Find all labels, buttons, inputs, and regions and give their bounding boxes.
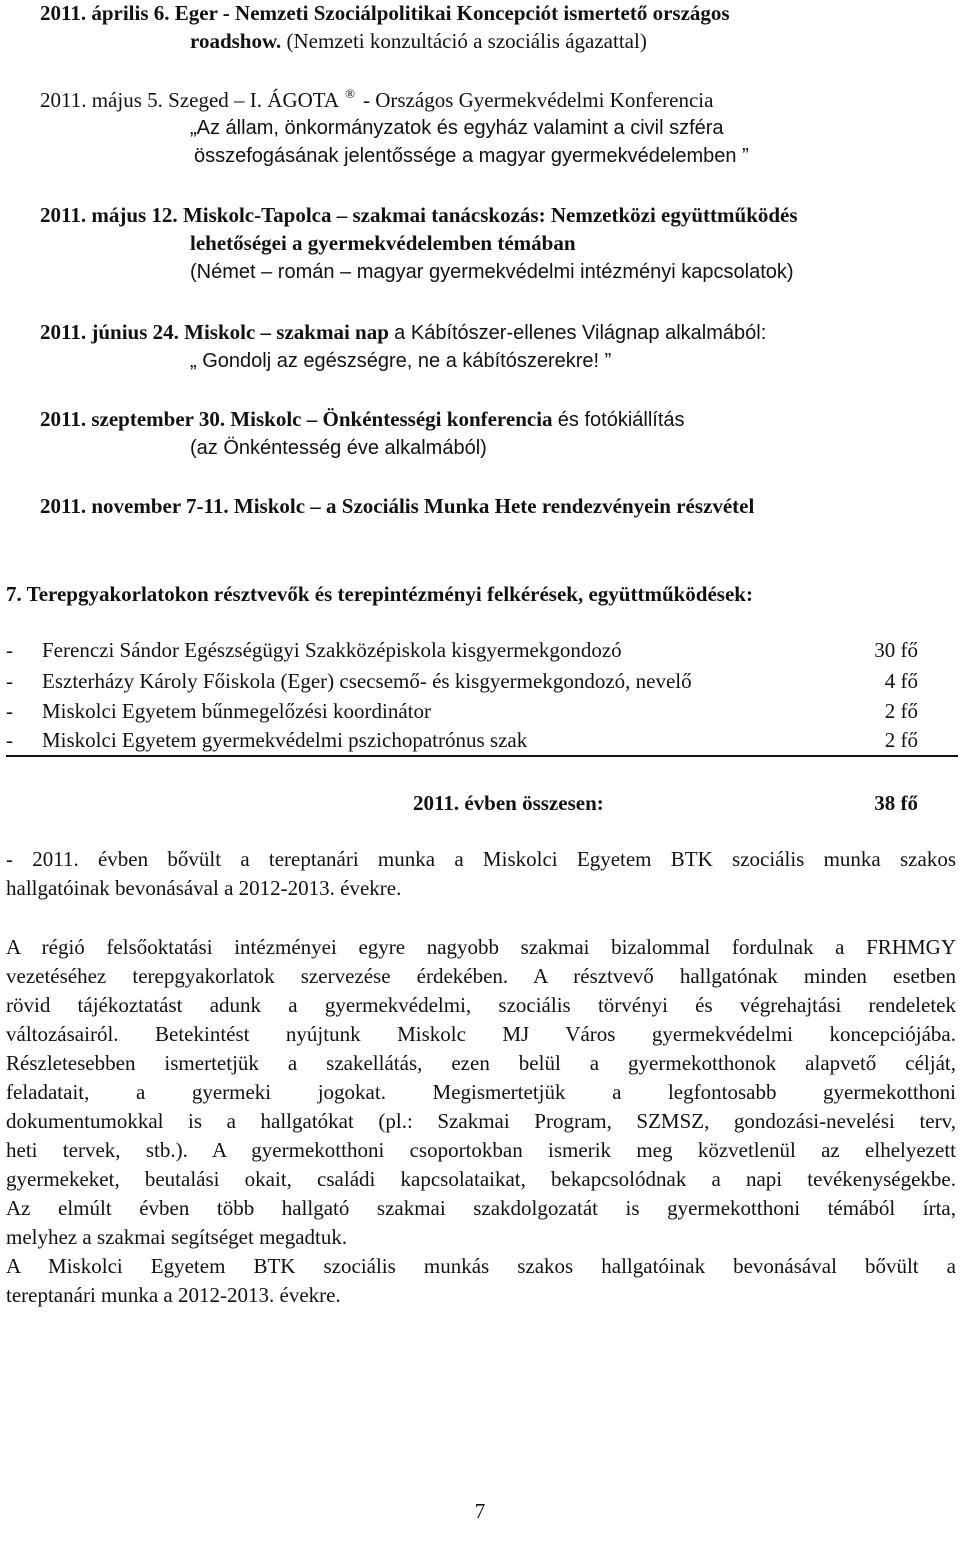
event-date: 2011. június 24.: [40, 320, 179, 344]
note-line: hallgatóinak bevonásával a 2012-2013. évekre.: [6, 876, 402, 900]
event-rest: és fotókiállítás: [557, 409, 685, 431]
row-count: 2 fő: [884, 699, 918, 723]
event-subtitle: összefogásának jelentőssége a magyar gyermekvédelemben ”: [194, 145, 749, 167]
event-subtitle: „Az állam, önkormányzatok és egyház valamint a civil szféra: [190, 117, 724, 139]
note-line: - 2011. évben bővült a tereptanári munka a Miskolci Egyetem BTK szociális munka szakos: [6, 847, 956, 871]
event-subtitle: (az Önkéntesség éve alkalmából): [190, 437, 487, 459]
row-institution: Ferenczi Sándor Egészségügyi Szakközépiskola kisgyermekgondozó: [42, 638, 622, 662]
paragraph-line: Az elmúlt évben több hallgató szakmai szakdolgozatát is gyermekotthoni témából írta,: [6, 1196, 956, 1220]
paragraph-line: tereptanári munka a 2012-2013. évekre.: [6, 1283, 341, 1307]
event-line: [40, 318, 766, 347]
paragraph-line: változásairól. Betekintést nyújtunk Miskolc MJ Város gyermekvédelmi koncepciójába.: [6, 1022, 956, 1046]
paragraph-line: melyhez a szakmai segítséget megadtuk.: [6, 1225, 348, 1249]
total-label: 2011. évben összesen:: [413, 791, 604, 815]
event-line: [40, 201, 798, 229]
row-dash: -: [6, 728, 13, 752]
paragraph-line: heti tervek, stb.). A gyermekotthoni csoportokban ismerik meg közvetlenül az elhelyezett: [6, 1138, 956, 1162]
event-title: Miskolc – Önkéntességi konferencia: [230, 407, 553, 431]
event-title-cont: lehetőségei a gyermekvédelemben témában: [190, 231, 576, 255]
event-date: 2011. november 7-11.: [40, 494, 229, 518]
event-line: [190, 27, 647, 55]
row-institution: Miskolci Egyetem bűnmegelőzési koordinátor: [42, 699, 431, 723]
paragraph-line: A régió felsőoktatási intézményei egyre nagyobb szakmai bizalommal fordulnak a FRHMGY: [6, 935, 956, 959]
row-dash: -: [6, 669, 13, 693]
event-subtitle: (Német – román – magyar gyermekvédelmi intézményi kapcsolatok): [190, 261, 794, 283]
paragraph-line: dokumentumokkal is a hallgatókat (pl.: Szakmai Program, SZMSZ, gondozási-nevelési terv,: [6, 1109, 956, 1133]
table-rule: [6, 755, 958, 757]
registered-mark: ®: [345, 86, 355, 101]
row-institution: Miskolci Egyetem gyermekvédelmi pszichopatrónus szak: [42, 728, 528, 752]
row-count: 4 fő: [884, 669, 918, 693]
event-date: 2011. május 12.: [40, 203, 178, 227]
row-dash: -: [6, 699, 13, 723]
event-title-rest: - Országos Gyermekvédelmi Konferencia: [362, 88, 714, 112]
event-date: 2011. május 5.: [40, 88, 163, 112]
total-value: 38 fő: [874, 791, 918, 815]
event-rest: a Kábítószer-ellenes Világnap alkalmából:: [394, 322, 767, 344]
row-dash: -: [6, 638, 13, 662]
row-count: 2 fő: [884, 728, 918, 752]
event-title: Miskolc – szakmai nap: [184, 320, 389, 344]
paragraph-line: A Miskolci Egyetem BTK szociális munkás szakos hallgatóinak bevonásával bővült a: [6, 1254, 956, 1278]
event-date: 2011. április 6.: [40, 1, 170, 25]
event-line: [40, 405, 685, 434]
event-date: 2011. szeptember 30.: [40, 407, 226, 431]
event-title: Eger - Nemzeti Szociálpolitikai Koncepciót ismertető országos: [174, 1, 730, 25]
event-note: (Nemzeti konzultáció a szociális ágazattal): [286, 29, 647, 53]
event-line: [40, 86, 713, 117]
page-number: 7: [474, 1499, 486, 1523]
event-title: Szeged – I. ÁGOTA: [168, 88, 340, 112]
paragraph-line: Részletesebben ismertetjük a szakellátás, ezen belül a gyermekotthonok alapvető célját,: [6, 1051, 956, 1075]
paragraph-line: rövid tájékoztatást adunk a gyermekvédelmi, szociális törvényi és végrehajtási rendeletek: [6, 993, 956, 1017]
section-heading: 7. Terepgyakorlatokon résztvevők és terepintézményi felkérések, együttműködések:: [6, 582, 753, 606]
paragraph-line: feladatait, a gyermeki jogokat. Megismertetjük a legfontosabb gyermekotthoni: [6, 1080, 956, 1104]
row-institution: Eszterházy Károly Főiskola (Eger) csecsemő- és kisgyermekgondozó, nevelő: [42, 669, 692, 693]
event-title: Miskolc – a Szociális Munka Hete rendezvényein részvétel: [233, 494, 755, 518]
paragraph-line: vezetéséhez terepgyakorlatok szervezése érdekében. A résztvevő hallgatónak minden esetben: [6, 964, 956, 988]
event-title: Miskolc-Tapolca – szakmai tanácskozás: Nemzetközi együttműködés: [182, 203, 798, 227]
event-title-cont: roadshow.: [190, 29, 282, 53]
event-line: [40, 0, 730, 27]
paragraph-line: gyermekeket, beutalási okait, családi kapcsolataikat, bekapcsolódnak a napi tevékenységekbe.: [6, 1167, 956, 1191]
row-count: 30 fő: [874, 638, 918, 662]
event-line: [40, 492, 754, 520]
event-subtitle: „ Gondolj az egészségre, ne a kábítószerekre! ”: [190, 350, 612, 372]
